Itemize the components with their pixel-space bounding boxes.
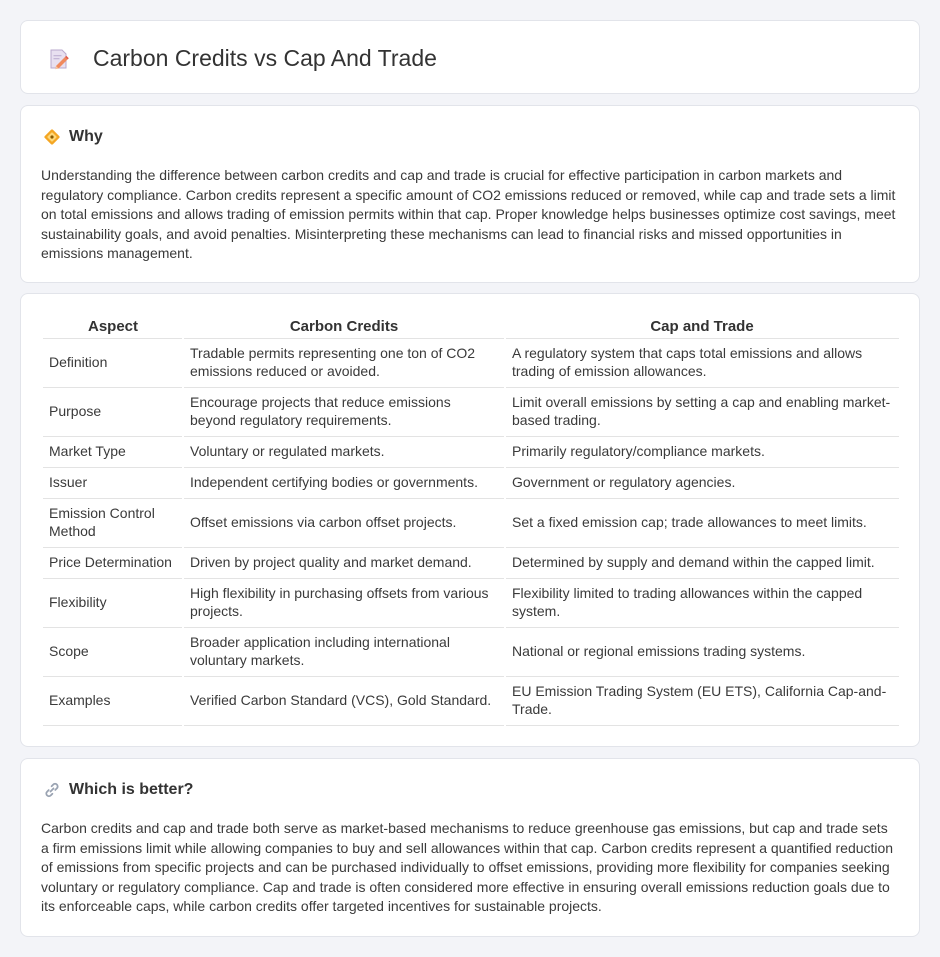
better-text: Carbon credits and cap and trade both serve as market-based mechanisms to reduce greenhouse gas emissions, but cap and trade sets a firm emissions limit while allowing companies to buy and sell allowances within that cap. Carbon credits represent a quantified reduction of emissions from specific projects and can be purchased individually to offset emissions, providing more flexibility for companies seeking voluntary or regulatory compliance. Cap and trade is often considered more effective in ensuring overall emissions reduction goals due to its enforceable caps, while carbon credits offer targeted incentives for sustainable projects. (41, 820, 894, 915)
why-text: Understanding the difference between carbon credits and cap and trade is crucial for effective participation in carbon markets and regulatory compliance. Carbon credits represent a specific amount of CO2 emissions reduced or removed, while cap and trade sets a limit on total emissions and allows trading of emission permits within that cap. Proper knowledge helps businesses optimize cost savings, meet sustainability goals, and avoid penalties. Misinterpreting these mechanisms can lead to financial risks and missed opportunities in emissions management. (41, 167, 896, 262)
page-title: Carbon Credits vs Cap And Trade (93, 45, 437, 71)
title-card (20, 20, 920, 94)
aspect-cell: Scope (43, 627, 183, 676)
better-title: Which is better? (69, 781, 194, 798)
aspect-cell: Issuer (43, 467, 183, 498)
table-row (43, 498, 899, 547)
aspect-cell: Price Determination (43, 547, 183, 578)
aspect-cell: Purpose (43, 387, 183, 436)
carbon-credits-cell: Broader application including international voluntary markets. (183, 627, 505, 676)
table-row (43, 387, 899, 436)
header-carbon-credits: Carbon Credits (289, 318, 399, 336)
aspect-cell: Emission Control Method (43, 498, 183, 547)
table-row (43, 578, 899, 627)
better-header (43, 781, 193, 799)
table-row (43, 547, 899, 578)
carbon-credits-cell: High flexibility in purchasing offsets from various projects. (183, 578, 505, 627)
table-row (43, 338, 899, 387)
comparison-table (43, 318, 899, 726)
carbon-credits-cell: Independent certifying bodies or governments. (183, 467, 505, 498)
cap-and-trade-cell: Determined by supply and demand within the capped limit. (505, 547, 899, 578)
cap-and-trade-cell: Limit overall emissions by setting a cap and enabling market-based trading. (505, 387, 899, 436)
carbon-credits-cell: Tradable permits representing one ton of CO2 emissions reduced or avoided. (183, 338, 505, 387)
link-icon (43, 781, 61, 799)
diamond-warning-icon (43, 128, 61, 146)
why-header (43, 128, 103, 146)
why-card (20, 105, 920, 283)
cap-and-trade-cell: Primarily regulatory/compliance markets. (505, 436, 899, 467)
document-edit-icon (47, 47, 71, 71)
which-better-card (20, 758, 920, 937)
cap-and-trade-cell: Government or regulatory agencies. (505, 467, 899, 498)
carbon-credits-cell: Offset emissions via carbon offset projects. (183, 498, 505, 547)
cap-and-trade-cell: A regulatory system that caps total emissions and allows trading of emission allowances. (505, 338, 899, 387)
cap-and-trade-cell: EU Emission Trading System (EU ETS), California Cap-and-Trade. (505, 676, 899, 725)
carbon-credits-cell: Driven by project quality and market demand. (183, 547, 505, 578)
table-row (43, 676, 899, 725)
table-row (43, 436, 899, 467)
table-header-row (43, 318, 899, 338)
aspect-cell: Market Type (43, 436, 183, 467)
table-row (43, 467, 899, 498)
carbon-credits-cell: Voluntary or regulated markets. (183, 436, 505, 467)
cap-and-trade-cell: Flexibility limited to trading allowances within the capped system. (505, 578, 899, 627)
carbon-credits-cell: Verified Carbon Standard (VCS), Gold Standard. (183, 676, 505, 725)
header-aspect: Aspect (87, 318, 139, 336)
carbon-credits-cell: Encourage projects that reduce emissions beyond regulatory requirements. (183, 387, 505, 436)
cap-and-trade-cell: National or regional emissions trading systems. (505, 627, 899, 676)
table-row (43, 627, 899, 676)
aspect-cell: Definition (43, 338, 183, 387)
why-title: Why (69, 128, 103, 145)
aspect-cell: Examples (43, 676, 183, 725)
title-row (47, 45, 437, 72)
cap-and-trade-cell: Set a fixed emission cap; trade allowances to meet limits. (505, 498, 899, 547)
aspect-cell: Flexibility (43, 578, 183, 627)
header-cap-and-trade: Cap and Trade (650, 318, 754, 336)
comparison-card (20, 293, 920, 747)
